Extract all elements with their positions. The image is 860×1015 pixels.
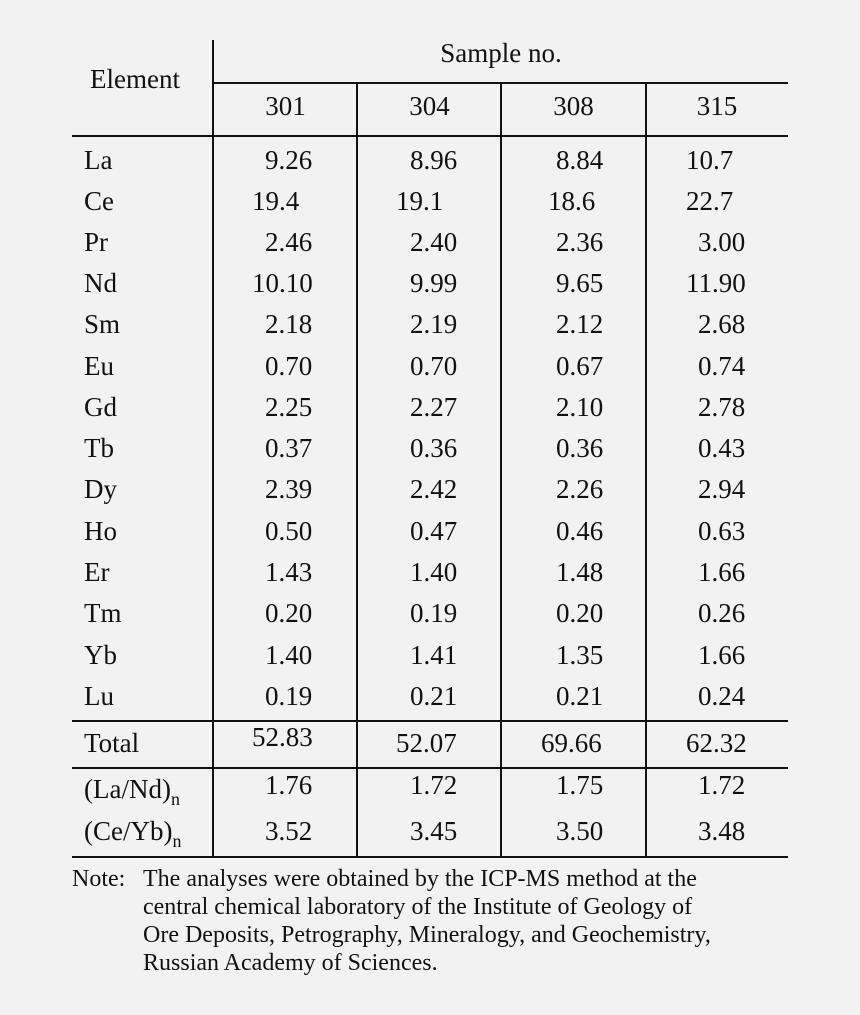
value-cell: 0.43	[698, 433, 746, 463]
column-divider-301	[356, 83, 358, 857]
value-cell: 0.20	[556, 598, 604, 628]
sample-header-304: 304	[409, 91, 450, 121]
ratio-value: 1.72	[410, 770, 458, 800]
value-cell: 2.12	[556, 309, 604, 339]
value-cell: 2.94	[698, 474, 746, 504]
ratio-value: 1.72	[698, 770, 746, 800]
element-name: Sm	[84, 309, 121, 339]
total-value: 52.83	[252, 722, 313, 752]
column-divider-308	[645, 83, 647, 857]
element-name: Dy	[84, 474, 117, 504]
value-cell: 0.24	[698, 681, 746, 711]
element-name: Tm	[84, 598, 122, 628]
value-cell: 0.70	[410, 351, 458, 381]
element-name: Gd	[84, 392, 117, 422]
element-name: Lu	[84, 681, 114, 711]
value-cell: 2.68	[698, 309, 746, 339]
value-cell: 0.50	[265, 516, 313, 546]
value-cell: 0.26	[698, 598, 746, 628]
element-name: Ce	[84, 186, 114, 216]
value-cell: 1.40	[410, 557, 458, 587]
value-cell: 2.40	[410, 227, 458, 257]
note-line-4: Russian Academy of Sciences.	[143, 950, 438, 976]
ratio-value: 3.48	[698, 816, 746, 846]
value-cell: 19.4	[252, 186, 300, 216]
ratio-value: 1.75	[556, 770, 604, 800]
sample-group-header: Sample no.	[440, 38, 562, 68]
value-cell: 0.19	[410, 598, 458, 628]
value-cell: 2.19	[410, 309, 458, 339]
value-cell: 0.46	[556, 516, 604, 546]
value-cell: 0.21	[410, 681, 458, 711]
value-cell: 0.67	[556, 351, 604, 381]
ratio-value: 3.52	[265, 816, 313, 846]
value-cell: 3.00	[698, 227, 746, 257]
sample-header-308: 308	[553, 91, 594, 121]
value-cell: 0.19	[265, 681, 313, 711]
value-cell: 2.78	[698, 392, 746, 422]
value-cell: 0.36	[556, 433, 604, 463]
value-cell: 9.65	[556, 268, 604, 298]
value-cell: 8.96	[410, 145, 458, 175]
value-cell: 0.74	[698, 351, 746, 381]
ratio-value: 3.45	[410, 816, 458, 846]
element-name: Eu	[84, 351, 114, 381]
table-bottom-rule	[72, 856, 788, 858]
value-cell: 10.7	[686, 145, 734, 175]
value-cell: 8.84	[556, 145, 604, 175]
ratio-value: 1.76	[265, 770, 313, 800]
note-line-3: Ore Deposits, Petrography, Mineralogy, and Geochemistry,	[143, 922, 711, 948]
value-cell: 1.35	[556, 640, 604, 670]
element-name: Ho	[84, 516, 117, 546]
total-label: Total	[84, 728, 140, 758]
value-cell: 0.70	[265, 351, 313, 381]
note-line-2: central chemical laboratory of the Institute of Geology of	[143, 894, 693, 920]
total-top-rule	[72, 720, 788, 722]
sample-header-315: 315	[696, 91, 738, 121]
value-cell: 0.20	[265, 598, 313, 628]
value-cell: 2.10	[556, 392, 604, 422]
column-divider-304	[500, 83, 502, 857]
value-cell: 0.47	[410, 516, 458, 546]
header-bottom-rule	[72, 135, 788, 137]
value-cell: 2.18	[265, 309, 313, 339]
value-cell: 0.37	[265, 433, 313, 463]
element-name: Pr	[84, 227, 109, 257]
ratio-top-rule	[72, 767, 788, 769]
total-value: 62.32	[686, 728, 747, 758]
value-cell: 2.26	[556, 474, 604, 504]
value-cell: 2.46	[265, 227, 313, 257]
ratio-label: $(La/Nd)_n$	[84, 774, 180, 809]
value-cell: 2.27	[410, 392, 458, 422]
element-name: Er	[84, 557, 110, 587]
value-cell: 0.63	[698, 516, 746, 546]
total-value: 52.07	[396, 728, 457, 758]
element-name: Nd	[84, 268, 117, 298]
value-cell: 11.90	[686, 268, 746, 298]
element-name: Yb	[84, 640, 117, 670]
ratio-value: 3.50	[556, 816, 604, 846]
element-name: La	[84, 145, 113, 175]
value-cell: 2.42	[410, 474, 458, 504]
value-cell: 1.41	[410, 640, 458, 670]
value-cell: 1.40	[265, 640, 313, 670]
value-cell: 10.10	[252, 268, 313, 298]
value-cell: 1.48	[556, 557, 604, 587]
value-cell: 2.39	[265, 474, 313, 504]
element-column-header: Element	[90, 64, 180, 94]
value-cell: 9.99	[410, 268, 458, 298]
total-value: 69.66	[541, 728, 602, 758]
value-cell: 18.6	[548, 186, 596, 216]
ratio-label: $(Ce/Yb)_n$	[84, 816, 182, 851]
sample-header-301: 301	[265, 91, 306, 121]
note-line-1: The analyses were obtained by the ICP-MS method at the	[143, 866, 697, 892]
column-divider-element	[212, 40, 214, 857]
value-cell: 1.66	[698, 557, 746, 587]
value-cell: 2.36	[556, 227, 604, 257]
value-cell: 0.21	[556, 681, 604, 711]
note-prefix: Note:	[72, 866, 126, 892]
value-cell: 22.7	[686, 186, 734, 216]
value-cell: 2.25	[265, 392, 313, 422]
value-cell: 1.66	[698, 640, 746, 670]
value-cell: 1.43	[265, 557, 313, 587]
value-cell: 0.36	[410, 433, 458, 463]
value-cell: 19.1	[396, 186, 444, 216]
value-cell: 9.26	[265, 145, 313, 175]
element-name: Tb	[84, 433, 114, 463]
